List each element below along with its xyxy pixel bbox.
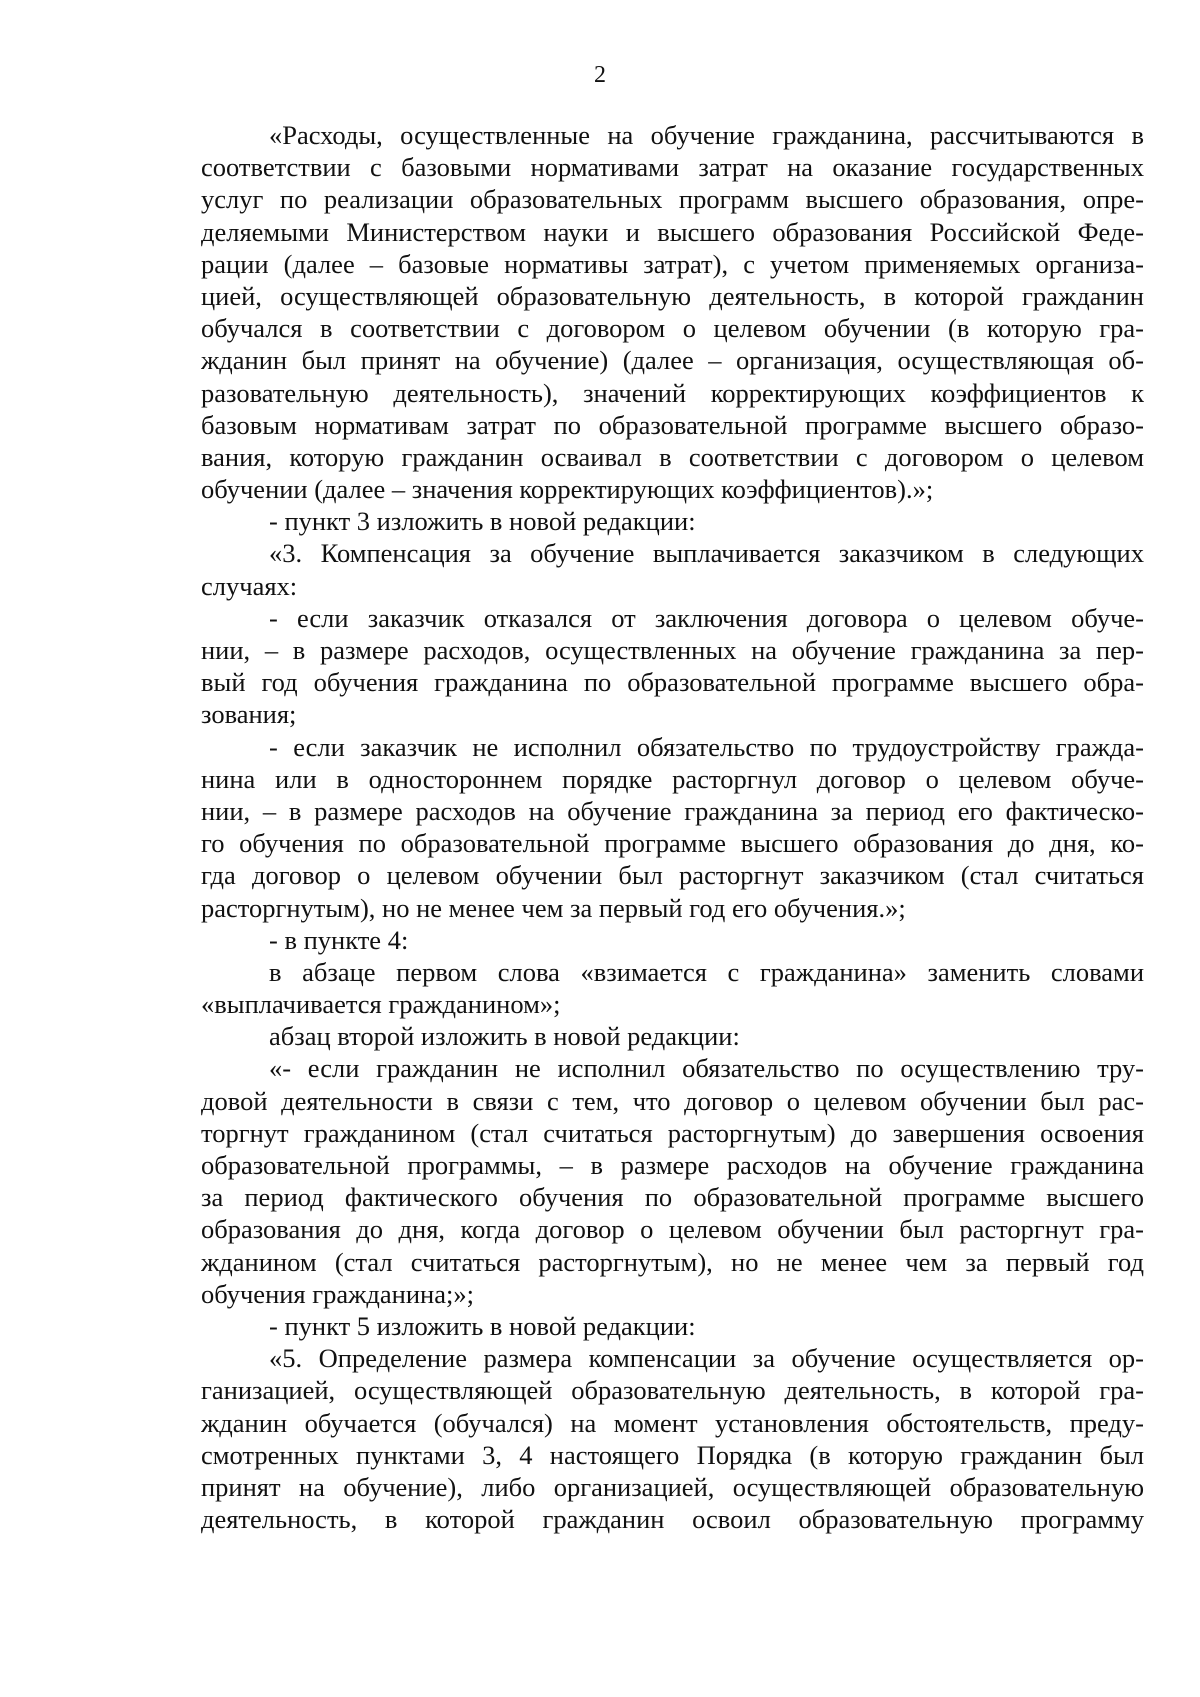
text-line: зования; bbox=[201, 699, 297, 730]
page-number: 2 bbox=[594, 62, 606, 88]
text-line: вания, которую гражданин осваивал в соответствии с договором о целевом bbox=[201, 441, 1144, 472]
text-line: в абзаце первом слова «взимается с гражданина» заменить словами bbox=[269, 956, 1144, 987]
text-line: смотренных пунктами 3, 4 настоящего Порядка (в которую гражданин был bbox=[201, 1439, 1144, 1470]
text-line: расторгнутым), но не менее чем за первый год его обучения.»; bbox=[201, 892, 906, 923]
text-line: базовым нормативам затрат по образовательной программе высшего образо- bbox=[201, 409, 1144, 440]
text-line: - в пункте 4: bbox=[269, 924, 409, 955]
text-line: «5. Определение размера компенсации за обучение осуществляется ор- bbox=[269, 1343, 1144, 1374]
text-line: нии, – в размере расходов на обучение гражданина за период его фактическо- bbox=[201, 795, 1144, 826]
text-line: образования до дня, когда договор о целевом обучении был расторгнут гра- bbox=[201, 1214, 1144, 1245]
text-line: «выплачивается гражданином»; bbox=[201, 989, 561, 1020]
text-line: рации (далее – базовые нормативы затрат), с учетом применяемых организа- bbox=[201, 248, 1144, 279]
text-line: услуг по реализации образовательных программ высшего образования, опре- bbox=[201, 184, 1144, 215]
text-line: - пункт 3 изложить в новой редакции: bbox=[269, 506, 696, 537]
document-body bbox=[201, 119, 1144, 1535]
text-line: жданин был принят на обучение) (далее – организация, осуществляющая об- bbox=[201, 345, 1144, 376]
text-line: нина или в одностороннем порядке расторгнул договор о целевом обуче- bbox=[201, 763, 1144, 794]
text-line: торгнут гражданином (стал считаться расторгнутым) до завершения освоения bbox=[201, 1117, 1144, 1148]
text-line: деляемыми Министерством науки и высшего образования Российской Феде- bbox=[201, 216, 1144, 247]
text-line: абзац второй изложить в новой редакции: bbox=[269, 1021, 740, 1052]
text-line: жданин обучается (обучался) на момент установления обстоятельств, преду- bbox=[201, 1407, 1144, 1438]
text-line: «Расходы, осуществленные на обучение гражданина, рассчитываются в bbox=[269, 120, 1144, 150]
text-line: случаях: bbox=[201, 570, 298, 601]
text-line: - если заказчик не исполнил обязательство по трудоустройству гражда- bbox=[269, 731, 1144, 762]
text-line: разовательную деятельность), значений корректирующих коэффициентов к bbox=[201, 377, 1144, 408]
text-line: жданином (стал считаться расторгнутым), но не менее чем за первый год bbox=[201, 1246, 1144, 1277]
text-line: го обучения по образовательной программе высшего образования до дня, ко- bbox=[201, 828, 1144, 859]
text-line: образовательной программы, – в размере расходов на обучение гражданина bbox=[201, 1150, 1144, 1180]
text-line: за период фактического обучения по образовательной программе высшего bbox=[201, 1182, 1144, 1213]
text-line: нии, – в размере расходов, осуществленных на обучение гражданина за пер- bbox=[201, 635, 1144, 665]
text-line: - если заказчик отказался от заключения договора о целевом обуче- bbox=[269, 602, 1144, 633]
text-line: вый год обучения гражданина по образовательной программе высшего обра- bbox=[201, 667, 1144, 698]
text-line: деятельность, в которой гражданин освоил образовательную программу bbox=[201, 1504, 1144, 1535]
text-line: довой деятельности в связи с тем, что договор о целевом обучении был рас- bbox=[201, 1085, 1144, 1116]
text-line: «3. Компенсация за обучение выплачивается заказчиком в следующих bbox=[269, 538, 1144, 569]
text-line: гда договор о целевом обучении был расторгнут заказчиком (стал считаться bbox=[201, 860, 1144, 891]
text-line: - пункт 5 изложить в новой редакции: bbox=[269, 1310, 696, 1341]
text-line: обучался в соответствии с договором о целевом обучении (в которую гра- bbox=[201, 313, 1144, 344]
text-line: «- если гражданин не исполнил обязательство по осуществлению тру- bbox=[269, 1053, 1144, 1084]
text-line: обучения гражданина;»; bbox=[201, 1278, 474, 1309]
text-line: соответствии с базовыми нормативами затрат на оказание государственных bbox=[201, 152, 1144, 183]
text-line: ганизацией, осуществляющей образовательную деятельность, в которой гра- bbox=[201, 1375, 1144, 1406]
text-line: цией, осуществляющей образовательную деятельность, в которой гражданин bbox=[201, 280, 1144, 311]
text-line: принят на обучение), либо организацией, осуществляющей образовательную bbox=[201, 1471, 1144, 1502]
text-line: обучении (далее – значения корректирующих коэффициентов).»; bbox=[201, 474, 934, 505]
